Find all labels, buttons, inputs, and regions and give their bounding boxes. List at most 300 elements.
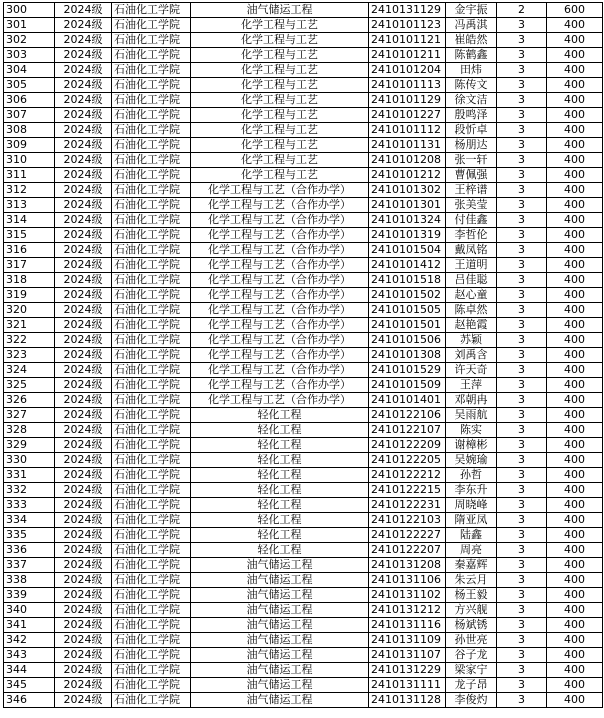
student-id-cell[interactable]: 2410101208 xyxy=(369,153,446,168)
amount-cell[interactable]: 400 xyxy=(547,138,603,153)
level-cell[interactable]: 3 xyxy=(497,633,547,648)
school-cell[interactable]: 石油化工学院 xyxy=(112,468,191,483)
major-cell[interactable]: 轻化工程 xyxy=(191,453,369,468)
student-id-cell[interactable]: 2410131208 xyxy=(369,558,446,573)
amount-cell[interactable]: 400 xyxy=(547,663,603,678)
level-cell[interactable]: 3 xyxy=(497,498,547,513)
grade-cell[interactable]: 2024级 xyxy=(55,48,112,63)
student-id-cell[interactable]: 2410101319 xyxy=(369,228,446,243)
major-cell[interactable]: 化学工程与工艺（合作办学） xyxy=(191,198,369,213)
grade-cell[interactable]: 2024级 xyxy=(55,318,112,333)
school-cell[interactable]: 石油化工学院 xyxy=(112,48,191,63)
row-number-cell[interactable]: 340 xyxy=(4,603,55,618)
student-name-cell[interactable]: 段忻卓 xyxy=(446,123,497,138)
major-cell[interactable]: 轻化工程 xyxy=(191,468,369,483)
school-cell[interactable]: 石油化工学院 xyxy=(112,243,191,258)
grade-cell[interactable]: 2024级 xyxy=(55,528,112,543)
student-name-cell[interactable]: 王道明 xyxy=(446,258,497,273)
grade-cell[interactable]: 2024级 xyxy=(55,18,112,33)
student-name-cell[interactable]: 陈卓然 xyxy=(446,303,497,318)
level-cell[interactable]: 3 xyxy=(497,48,547,63)
major-cell[interactable]: 轻化工程 xyxy=(191,408,369,423)
student-id-cell[interactable]: 2410131129 xyxy=(369,3,446,18)
student-name-cell[interactable]: 杨斌锈 xyxy=(446,618,497,633)
school-cell[interactable]: 石油化工学院 xyxy=(112,93,191,108)
amount-cell[interactable]: 400 xyxy=(547,348,603,363)
row-number-cell[interactable]: 314 xyxy=(4,213,55,228)
grade-cell[interactable]: 2024级 xyxy=(55,633,112,648)
amount-cell[interactable]: 400 xyxy=(547,393,603,408)
school-cell[interactable]: 石油化工学院 xyxy=(112,318,191,333)
major-cell[interactable]: 化学工程与工艺（合作办学） xyxy=(191,228,369,243)
student-name-cell[interactable]: 吕佳聪 xyxy=(446,273,497,288)
level-cell[interactable]: 3 xyxy=(497,303,547,318)
level-cell[interactable]: 3 xyxy=(497,18,547,33)
row-number-cell[interactable]: 313 xyxy=(4,198,55,213)
grade-cell[interactable]: 2024级 xyxy=(55,63,112,78)
school-cell[interactable]: 石油化工学院 xyxy=(112,483,191,498)
grade-cell[interactable]: 2024级 xyxy=(55,138,112,153)
amount-cell[interactable]: 400 xyxy=(547,543,603,558)
amount-cell[interactable]: 400 xyxy=(547,648,603,663)
student-id-cell[interactable]: 2410101212 xyxy=(369,168,446,183)
student-name-cell[interactable]: 徐文洁 xyxy=(446,93,497,108)
student-id-cell[interactable]: 2410131111 xyxy=(369,678,446,693)
major-cell[interactable]: 油气储运工程 xyxy=(191,648,369,663)
school-cell[interactable]: 石油化工学院 xyxy=(112,183,191,198)
major-cell[interactable]: 化学工程与工艺 xyxy=(191,108,369,123)
student-name-cell[interactable]: 龙子昂 xyxy=(446,678,497,693)
level-cell[interactable]: 3 xyxy=(497,573,547,588)
school-cell[interactable]: 石油化工学院 xyxy=(112,663,191,678)
level-cell[interactable]: 3 xyxy=(497,693,547,708)
amount-cell[interactable]: 400 xyxy=(547,228,603,243)
grade-cell[interactable]: 2024级 xyxy=(55,678,112,693)
row-number-cell[interactable]: 302 xyxy=(4,33,55,48)
student-id-cell[interactable]: 2410101112 xyxy=(369,123,446,138)
major-cell[interactable]: 轻化工程 xyxy=(191,423,369,438)
level-cell[interactable]: 3 xyxy=(497,138,547,153)
school-cell[interactable]: 石油化工学院 xyxy=(112,438,191,453)
student-id-cell[interactable]: 2410131212 xyxy=(369,603,446,618)
row-number-cell[interactable]: 342 xyxy=(4,633,55,648)
student-id-cell[interactable]: 2410101121 xyxy=(369,33,446,48)
student-id-cell[interactable]: 2410101211 xyxy=(369,48,446,63)
row-number-cell[interactable]: 303 xyxy=(4,48,55,63)
student-id-cell[interactable]: 2410101506 xyxy=(369,333,446,348)
level-cell[interactable]: 3 xyxy=(497,453,547,468)
major-cell[interactable]: 油气储运工程 xyxy=(191,3,369,18)
grade-cell[interactable]: 2024级 xyxy=(55,363,112,378)
level-cell[interactable]: 3 xyxy=(497,468,547,483)
student-name-cell[interactable]: 谢樟彬 xyxy=(446,438,497,453)
major-cell[interactable]: 化学工程与工艺（合作办学） xyxy=(191,273,369,288)
level-cell[interactable]: 3 xyxy=(497,318,547,333)
student-name-cell[interactable]: 孙世亮 xyxy=(446,633,497,648)
major-cell[interactable]: 轻化工程 xyxy=(191,483,369,498)
level-cell[interactable]: 3 xyxy=(497,198,547,213)
major-cell[interactable]: 化学工程与工艺 xyxy=(191,33,369,48)
major-cell[interactable]: 化学工程与工艺（合作办学） xyxy=(191,213,369,228)
school-cell[interactable]: 石油化工学院 xyxy=(112,408,191,423)
amount-cell[interactable]: 400 xyxy=(547,123,603,138)
school-cell[interactable]: 石油化工学院 xyxy=(112,258,191,273)
student-name-cell[interactable]: 陈实 xyxy=(446,423,497,438)
school-cell[interactable]: 石油化工学院 xyxy=(112,168,191,183)
row-number-cell[interactable]: 308 xyxy=(4,123,55,138)
school-cell[interactable]: 石油化工学院 xyxy=(112,18,191,33)
row-number-cell[interactable]: 323 xyxy=(4,348,55,363)
student-id-cell[interactable]: 2410101302 xyxy=(369,183,446,198)
student-name-cell[interactable]: 周亮 xyxy=(446,543,497,558)
student-name-cell[interactable]: 吴雨航 xyxy=(446,408,497,423)
student-name-cell[interactable]: 李俊灼 xyxy=(446,693,497,708)
major-cell[interactable]: 化学工程与工艺 xyxy=(191,48,369,63)
school-cell[interactable]: 石油化工学院 xyxy=(112,693,191,708)
amount-cell[interactable]: 400 xyxy=(547,363,603,378)
grade-cell[interactable]: 2024级 xyxy=(55,498,112,513)
row-number-cell[interactable]: 341 xyxy=(4,618,55,633)
row-number-cell[interactable]: 317 xyxy=(4,258,55,273)
student-name-cell[interactable]: 张美莹 xyxy=(446,198,497,213)
amount-cell[interactable]: 400 xyxy=(547,93,603,108)
level-cell[interactable]: 3 xyxy=(497,228,547,243)
amount-cell[interactable]: 400 xyxy=(547,108,603,123)
grade-cell[interactable]: 2024级 xyxy=(55,288,112,303)
amount-cell[interactable]: 400 xyxy=(547,78,603,93)
student-id-cell[interactable]: 2410101113 xyxy=(369,78,446,93)
row-number-cell[interactable]: 343 xyxy=(4,648,55,663)
level-cell[interactable]: 3 xyxy=(497,648,547,663)
student-id-cell[interactable]: 2410122227 xyxy=(369,528,446,543)
row-number-cell[interactable]: 307 xyxy=(4,108,55,123)
student-name-cell[interactable]: 谷子龙 xyxy=(446,648,497,663)
grade-cell[interactable]: 2024级 xyxy=(55,663,112,678)
grade-cell[interactable]: 2024级 xyxy=(55,648,112,663)
row-number-cell[interactable]: 327 xyxy=(4,408,55,423)
grade-cell[interactable]: 2024级 xyxy=(55,108,112,123)
amount-cell[interactable]: 400 xyxy=(547,288,603,303)
row-number-cell[interactable]: 306 xyxy=(4,93,55,108)
major-cell[interactable]: 化学工程与工艺（合作办学） xyxy=(191,348,369,363)
level-cell[interactable]: 3 xyxy=(497,663,547,678)
student-name-cell[interactable]: 王萍 xyxy=(446,378,497,393)
student-name-cell[interactable]: 金宇振 xyxy=(446,3,497,18)
amount-cell[interactable]: 400 xyxy=(547,528,603,543)
school-cell[interactable]: 石油化工学院 xyxy=(112,423,191,438)
student-name-cell[interactable]: 李东升 xyxy=(446,483,497,498)
grade-cell[interactable]: 2024级 xyxy=(55,168,112,183)
student-name-cell[interactable]: 曹佩强 xyxy=(446,168,497,183)
student-id-cell[interactable]: 2410122106 xyxy=(369,408,446,423)
school-cell[interactable]: 石油化工学院 xyxy=(112,543,191,558)
amount-cell[interactable]: 400 xyxy=(547,48,603,63)
grade-cell[interactable]: 2024级 xyxy=(55,3,112,18)
row-number-cell[interactable]: 325 xyxy=(4,378,55,393)
major-cell[interactable]: 轻化工程 xyxy=(191,528,369,543)
grade-cell[interactable]: 2024级 xyxy=(55,603,112,618)
major-cell[interactable]: 化学工程与工艺 xyxy=(191,153,369,168)
school-cell[interactable]: 石油化工学院 xyxy=(112,453,191,468)
school-cell[interactable]: 石油化工学院 xyxy=(112,513,191,528)
student-name-cell[interactable]: 王梓谱 xyxy=(446,183,497,198)
level-cell[interactable]: 3 xyxy=(497,543,547,558)
school-cell[interactable]: 石油化工学院 xyxy=(112,393,191,408)
major-cell[interactable]: 轻化工程 xyxy=(191,498,369,513)
row-number-cell[interactable]: 300 xyxy=(4,3,55,18)
row-number-cell[interactable]: 329 xyxy=(4,438,55,453)
amount-cell[interactable]: 400 xyxy=(547,213,603,228)
school-cell[interactable]: 石油化工学院 xyxy=(112,378,191,393)
student-name-cell[interactable]: 赵艳霞 xyxy=(446,318,497,333)
amount-cell[interactable]: 400 xyxy=(547,483,603,498)
amount-cell[interactable]: 400 xyxy=(547,198,603,213)
grade-cell[interactable]: 2024级 xyxy=(55,213,112,228)
student-name-cell[interactable]: 付佳鑫 xyxy=(446,213,497,228)
grade-cell[interactable]: 2024级 xyxy=(55,198,112,213)
student-id-cell[interactable]: 2410122205 xyxy=(369,453,446,468)
level-cell[interactable]: 3 xyxy=(497,483,547,498)
student-id-cell[interactable]: 2410122209 xyxy=(369,438,446,453)
student-name-cell[interactable]: 杨朋达 xyxy=(446,138,497,153)
grade-cell[interactable]: 2024级 xyxy=(55,228,112,243)
amount-cell[interactable]: 400 xyxy=(547,33,603,48)
row-number-cell[interactable]: 336 xyxy=(4,543,55,558)
grade-cell[interactable]: 2024级 xyxy=(55,408,112,423)
student-id-cell[interactable]: 2410101518 xyxy=(369,273,446,288)
student-id-cell[interactable]: 2410101505 xyxy=(369,303,446,318)
major-cell[interactable]: 油气储运工程 xyxy=(191,693,369,708)
grade-cell[interactable]: 2024级 xyxy=(55,453,112,468)
amount-cell[interactable]: 400 xyxy=(547,18,603,33)
grade-cell[interactable]: 2024级 xyxy=(55,153,112,168)
amount-cell[interactable]: 400 xyxy=(547,453,603,468)
row-number-cell[interactable]: 332 xyxy=(4,483,55,498)
student-name-cell[interactable]: 李哲伦 xyxy=(446,228,497,243)
major-cell[interactable]: 油气储运工程 xyxy=(191,678,369,693)
major-cell[interactable]: 化学工程与工艺（合作办学） xyxy=(191,258,369,273)
student-id-cell[interactable]: 2410101324 xyxy=(369,213,446,228)
school-cell[interactable]: 石油化工学院 xyxy=(112,573,191,588)
student-id-cell[interactable]: 2410101501 xyxy=(369,318,446,333)
school-cell[interactable]: 石油化工学院 xyxy=(112,303,191,318)
major-cell[interactable]: 化学工程与工艺 xyxy=(191,63,369,78)
student-id-cell[interactable]: 2410101529 xyxy=(369,363,446,378)
major-cell[interactable]: 轻化工程 xyxy=(191,543,369,558)
student-name-cell[interactable]: 梁家宁 xyxy=(446,663,497,678)
amount-cell[interactable]: 400 xyxy=(547,153,603,168)
student-id-cell[interactable]: 2410131102 xyxy=(369,588,446,603)
student-name-cell[interactable]: 杨王毅 xyxy=(446,588,497,603)
grade-cell[interactable]: 2024级 xyxy=(55,33,112,48)
student-id-cell[interactable]: 2410122107 xyxy=(369,423,446,438)
level-cell[interactable]: 3 xyxy=(497,63,547,78)
row-number-cell[interactable]: 337 xyxy=(4,558,55,573)
row-number-cell[interactable]: 345 xyxy=(4,678,55,693)
school-cell[interactable]: 石油化工学院 xyxy=(112,78,191,93)
amount-cell[interactable]: 400 xyxy=(547,423,603,438)
grade-cell[interactable]: 2024级 xyxy=(55,243,112,258)
row-number-cell[interactable]: 322 xyxy=(4,333,55,348)
major-cell[interactable]: 油气储运工程 xyxy=(191,633,369,648)
row-number-cell[interactable]: 320 xyxy=(4,303,55,318)
school-cell[interactable]: 石油化工学院 xyxy=(112,498,191,513)
amount-cell[interactable]: 400 xyxy=(547,303,603,318)
level-cell[interactable]: 3 xyxy=(497,153,547,168)
school-cell[interactable]: 石油化工学院 xyxy=(112,678,191,693)
major-cell[interactable]: 化学工程与工艺 xyxy=(191,138,369,153)
school-cell[interactable]: 石油化工学院 xyxy=(112,288,191,303)
level-cell[interactable]: 3 xyxy=(497,678,547,693)
row-number-cell[interactable]: 335 xyxy=(4,528,55,543)
major-cell[interactable]: 化学工程与工艺 xyxy=(191,18,369,33)
student-name-cell[interactable]: 方兴舰 xyxy=(446,603,497,618)
row-number-cell[interactable]: 310 xyxy=(4,153,55,168)
row-number-cell[interactable]: 334 xyxy=(4,513,55,528)
student-name-cell[interactable]: 冯禹淇 xyxy=(446,18,497,33)
school-cell[interactable]: 石油化工学院 xyxy=(112,273,191,288)
school-cell[interactable]: 石油化工学院 xyxy=(112,528,191,543)
major-cell[interactable]: 化学工程与工艺（合作办学） xyxy=(191,183,369,198)
grade-cell[interactable]: 2024级 xyxy=(55,468,112,483)
major-cell[interactable]: 油气储运工程 xyxy=(191,603,369,618)
level-cell[interactable]: 3 xyxy=(497,363,547,378)
level-cell[interactable]: 3 xyxy=(497,408,547,423)
grade-cell[interactable]: 2024级 xyxy=(55,123,112,138)
student-id-cell[interactable]: 2410101308 xyxy=(369,348,446,363)
student-name-cell[interactable]: 刘禹含 xyxy=(446,348,497,363)
student-name-cell[interactable]: 陈鹤鑫 xyxy=(446,48,497,63)
amount-cell[interactable]: 400 xyxy=(547,183,603,198)
student-name-cell[interactable]: 苏颖 xyxy=(446,333,497,348)
grade-cell[interactable]: 2024级 xyxy=(55,438,112,453)
student-name-cell[interactable]: 田炜 xyxy=(446,63,497,78)
major-cell[interactable]: 油气储运工程 xyxy=(191,618,369,633)
grade-cell[interactable]: 2024级 xyxy=(55,558,112,573)
amount-cell[interactable]: 400 xyxy=(547,603,603,618)
major-cell[interactable]: 化学工程与工艺（合作办学） xyxy=(191,288,369,303)
row-number-cell[interactable]: 305 xyxy=(4,78,55,93)
grade-cell[interactable]: 2024级 xyxy=(55,333,112,348)
level-cell[interactable]: 3 xyxy=(497,558,547,573)
amount-cell[interactable]: 400 xyxy=(547,633,603,648)
amount-cell[interactable]: 400 xyxy=(547,273,603,288)
amount-cell[interactable]: 400 xyxy=(547,438,603,453)
row-number-cell[interactable]: 311 xyxy=(4,168,55,183)
school-cell[interactable]: 石油化工学院 xyxy=(112,3,191,18)
school-cell[interactable]: 石油化工学院 xyxy=(112,588,191,603)
major-cell[interactable]: 化学工程与工艺 xyxy=(191,93,369,108)
amount-cell[interactable]: 400 xyxy=(547,573,603,588)
amount-cell[interactable]: 400 xyxy=(547,498,603,513)
level-cell[interactable]: 3 xyxy=(497,528,547,543)
level-cell[interactable]: 3 xyxy=(497,333,547,348)
major-cell[interactable]: 化学工程与工艺（合作办学） xyxy=(191,378,369,393)
row-number-cell[interactable]: 328 xyxy=(4,423,55,438)
student-id-cell[interactable]: 2410122103 xyxy=(369,513,446,528)
grade-cell[interactable]: 2024级 xyxy=(55,273,112,288)
student-id-cell[interactable]: 2410131109 xyxy=(369,633,446,648)
student-name-cell[interactable]: 张一轩 xyxy=(446,153,497,168)
major-cell[interactable]: 轻化工程 xyxy=(191,438,369,453)
row-number-cell[interactable]: 331 xyxy=(4,468,55,483)
level-cell[interactable]: 3 xyxy=(497,348,547,363)
level-cell[interactable]: 3 xyxy=(497,33,547,48)
major-cell[interactable]: 油气储运工程 xyxy=(191,558,369,573)
student-id-cell[interactable]: 2410101129 xyxy=(369,93,446,108)
grade-cell[interactable]: 2024级 xyxy=(55,543,112,558)
row-number-cell[interactable]: 304 xyxy=(4,63,55,78)
school-cell[interactable]: 石油化工学院 xyxy=(112,603,191,618)
level-cell[interactable]: 3 xyxy=(497,108,547,123)
grade-cell[interactable]: 2024级 xyxy=(55,78,112,93)
student-id-cell[interactable]: 2410101227 xyxy=(369,108,446,123)
school-cell[interactable]: 石油化工学院 xyxy=(112,363,191,378)
grade-cell[interactable]: 2024级 xyxy=(55,393,112,408)
grade-cell[interactable]: 2024级 xyxy=(55,348,112,363)
level-cell[interactable]: 3 xyxy=(497,273,547,288)
amount-cell[interactable]: 400 xyxy=(547,468,603,483)
student-id-cell[interactable]: 2410101301 xyxy=(369,198,446,213)
row-number-cell[interactable]: 346 xyxy=(4,693,55,708)
school-cell[interactable]: 石油化工学院 xyxy=(112,648,191,663)
level-cell[interactable]: 3 xyxy=(497,588,547,603)
school-cell[interactable]: 石油化工学院 xyxy=(112,138,191,153)
row-number-cell[interactable]: 339 xyxy=(4,588,55,603)
student-name-cell[interactable]: 孙哲 xyxy=(446,468,497,483)
student-name-cell[interactable]: 秦嘉辉 xyxy=(446,558,497,573)
student-id-cell[interactable]: 2410101123 xyxy=(369,18,446,33)
amount-cell[interactable]: 400 xyxy=(547,408,603,423)
level-cell[interactable]: 3 xyxy=(497,288,547,303)
school-cell[interactable]: 石油化工学院 xyxy=(112,213,191,228)
grade-cell[interactable]: 2024级 xyxy=(55,303,112,318)
row-number-cell[interactable]: 338 xyxy=(4,573,55,588)
student-name-cell[interactable]: 陆鑫 xyxy=(446,528,497,543)
student-name-cell[interactable]: 隋亚凤 xyxy=(446,513,497,528)
amount-cell[interactable]: 400 xyxy=(547,693,603,708)
level-cell[interactable]: 3 xyxy=(497,438,547,453)
student-name-cell[interactable]: 邓朝冉 xyxy=(446,393,497,408)
student-id-cell[interactable]: 2410131106 xyxy=(369,573,446,588)
grade-cell[interactable]: 2024级 xyxy=(55,483,112,498)
level-cell[interactable]: 3 xyxy=(497,243,547,258)
school-cell[interactable]: 石油化工学院 xyxy=(112,333,191,348)
major-cell[interactable]: 油气储运工程 xyxy=(191,573,369,588)
student-id-cell[interactable]: 2410101131 xyxy=(369,138,446,153)
school-cell[interactable]: 石油化工学院 xyxy=(112,348,191,363)
grade-cell[interactable]: 2024级 xyxy=(55,618,112,633)
school-cell[interactable]: 石油化工学院 xyxy=(112,153,191,168)
row-number-cell[interactable]: 318 xyxy=(4,273,55,288)
student-id-cell[interactable]: 2410131229 xyxy=(369,663,446,678)
major-cell[interactable]: 化学工程与工艺 xyxy=(191,123,369,138)
major-cell[interactable]: 油气储运工程 xyxy=(191,663,369,678)
level-cell[interactable]: 3 xyxy=(497,393,547,408)
student-name-cell[interactable]: 崔皓然 xyxy=(446,33,497,48)
school-cell[interactable]: 石油化工学院 xyxy=(112,618,191,633)
major-cell[interactable]: 化学工程与工艺（合作办学） xyxy=(191,243,369,258)
level-cell[interactable]: 3 xyxy=(497,378,547,393)
student-id-cell[interactable]: 2410122215 xyxy=(369,483,446,498)
row-number-cell[interactable]: 316 xyxy=(4,243,55,258)
major-cell[interactable]: 化学工程与工艺（合作办学） xyxy=(191,333,369,348)
school-cell[interactable]: 石油化工学院 xyxy=(112,108,191,123)
major-cell[interactable]: 化学工程与工艺（合作办学） xyxy=(191,318,369,333)
amount-cell[interactable]: 400 xyxy=(547,318,603,333)
student-id-cell[interactable]: 2410101401 xyxy=(369,393,446,408)
school-cell[interactable]: 石油化工学院 xyxy=(112,123,191,138)
